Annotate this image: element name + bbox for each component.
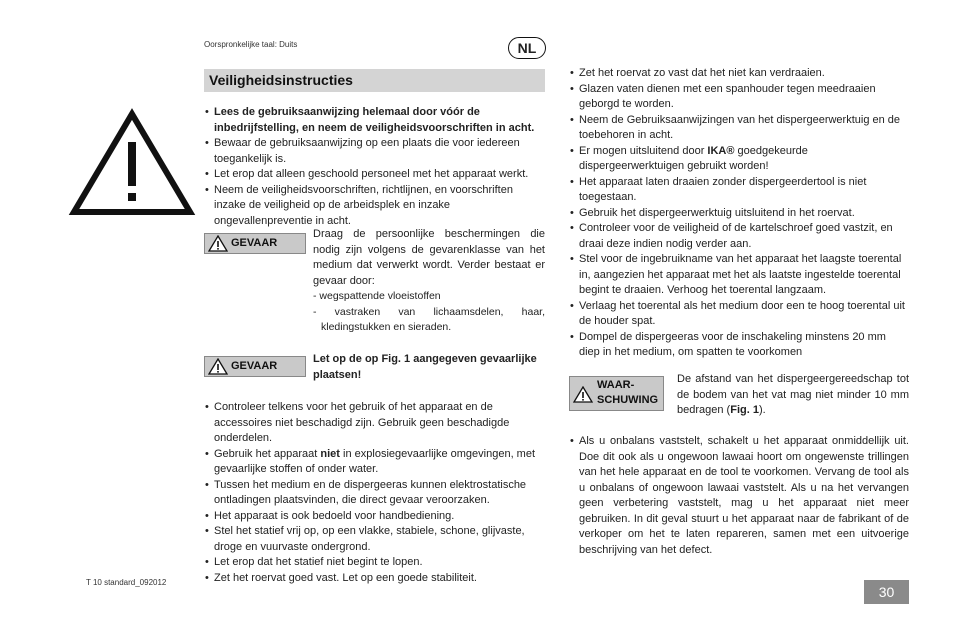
list-item [569, 82, 909, 113]
section-title: Veiligheidsinstructies [204, 69, 545, 92]
caution-figure-ref: Fig. 1 [730, 404, 759, 416]
list-item [204, 478, 546, 509]
intro-list [204, 105, 546, 229]
danger-label-text: GEVAAR [231, 237, 278, 249]
caution-text-part: De afstand van het dispergeergereedschap tot de bodem van het vat mag niet minder 10 mm bedragen ( [677, 373, 909, 416]
caution-label-line1: WAAR- [597, 379, 635, 391]
list-item-text: Gebruik het apparaat [214, 447, 321, 460]
list-item [569, 175, 909, 206]
caution-text [677, 372, 909, 419]
danger-label-2 [204, 356, 306, 377]
list-item-text: goedgekeurde dispergeerwerktuigen gebruikt worden! [579, 144, 808, 172]
page-number: 30 [864, 580, 909, 604]
imbalance-note [569, 434, 909, 558]
list-item-text: Zet het roervat zo vast dat het niet kan verdraaien. [579, 67, 825, 79]
list-item-text: Bewaar de gebruiksaanwijzing op een plaats die voor iedereen toegankelijk is. [214, 137, 520, 165]
list-item [204, 105, 546, 136]
danger-1-item: - wegspattende vloeistoffen [313, 290, 441, 302]
list-item [569, 144, 909, 175]
list-item [204, 136, 546, 167]
list-item-text: Neem de Gebruiksaanwijzingen van het dispergeerwerktuig en de toebehoren in acht. [579, 113, 901, 141]
document-id: T 10 standard_092012 [86, 578, 167, 587]
list-item [204, 571, 546, 587]
warning-triangle-icon [68, 108, 196, 218]
list-item [204, 524, 546, 555]
list-item-text: Stel het statief vrij op, op een vlakke, stabiele, schone, glijvaste, droge en vuurvaste ondergrond. [214, 525, 525, 553]
list-item-text: Het apparaat laten draaien zonder dispergeerdertool is niet toegestaan. [579, 175, 867, 203]
list-item [204, 509, 546, 525]
right-safety-list [569, 66, 909, 361]
warning-icon [208, 358, 228, 375]
danger-1-text [313, 227, 545, 336]
list-item [204, 183, 546, 230]
list-item-text: Neem de veiligheidsvoorschriften, richtlijnen, en voorschriften inzake de veiligheid op de arbeidsplek en inzake ongevallenpreventie in acht. [214, 183, 513, 227]
list-item-text: Verlaag het toerental als het medium door een te hoog toerental uit de houder spat. [579, 299, 905, 327]
list-item [569, 66, 909, 82]
warning-icon [208, 235, 228, 252]
list-item-text: in explosiegevaarlijke omgevingen, met gevaarlijke stoffen of onder water. [214, 447, 536, 475]
list-item [569, 113, 909, 144]
caution-label [569, 376, 664, 411]
caution-label-line2: SCHUWING [597, 394, 659, 406]
danger-label-text: GEVAAR [231, 360, 278, 372]
list-item [569, 330, 909, 361]
list-item-text: Stel voor de ingebruikname van het apparaat het laagste toerental in, aangezien het apparaat met het als laatste ingestelde toerental begint te draaien. Verhoog het toerental langzaam. [579, 253, 902, 296]
language-badge: NL [508, 37, 546, 59]
left-safety-list [204, 400, 546, 586]
list-item-text: Lees de gebruiksaanwijzing helemaal door vóór de inbedrijfstelling, en neem de veiligheidsvoorschriften in acht. [214, 106, 535, 134]
danger-2-text: Let op de op Fig. 1 aangegeven gevaarlijke plaatsen! [313, 353, 537, 381]
list-item-text: Controleer telkens voor het gebruik of het apparaat en de accessoires niet beschadigd zijn. Gebruik geen beschadigde onderdelen. [214, 401, 510, 444]
list-item [204, 167, 546, 183]
list-item-text: Er mogen uitsluitend door [579, 144, 708, 157]
list-item-text: Let erop dat alleen geschoold personeel met het apparaat werkt. [214, 168, 529, 180]
caution-text-part: ). [758, 404, 766, 416]
list-item-text: Tussen het medium en de dispergeeras kunnen elektrostatische ontladingen plaatsvinden, die direct gevaar veroorzaken. [214, 478, 527, 506]
list-item-text: Het apparaat is ook bedoeld voor handbediening. [214, 509, 455, 522]
list-item-text: Controleer voor de veiligheid of de kartelschroef goed vastzit, en draai deze indien nodig verder aan. [579, 222, 893, 250]
list-item [569, 221, 909, 252]
list-item [204, 400, 546, 447]
danger-1-item: - vastraken van lichaamsdelen, haar, kledingstukken en sieraden. [313, 305, 545, 333]
warning-icon [573, 386, 593, 403]
original-language-note: Oorspronkelijke taal: Duits [204, 40, 298, 49]
danger-label-1 [204, 233, 306, 254]
list-item [569, 206, 909, 222]
list-item [204, 555, 546, 571]
list-item-text: Zet het roervat goed vast. Let op een goede stabiliteit. [214, 571, 477, 584]
list-item-emphasis: IKA® [707, 144, 735, 157]
danger-1-paragraph: Draag de persoonlijke beschermingen die nodig zijn volgens de gevarenklasse van het medium dat verwerkt wordt. Verder bestaat er gevaar door: [313, 228, 545, 287]
list-item-text: Dompel de dispergeeras voor de inschakeling minstens 20 mm diep in het medium, om spatten te voorkomen [579, 330, 886, 358]
list-item-text: Let erop dat het statief niet begint te lopen. [214, 556, 423, 568]
list-item-text: Glazen vaten dienen met een spanhouder tegen meedraaien geborgd te worden. [579, 82, 876, 110]
list-item [569, 252, 909, 299]
list-item [204, 447, 546, 478]
imbalance-item: • Als u onbalans vaststelt, schakelt u het apparaat onmiddellijk uit. Doe dit ook als u ongewoon lawaai hoort om ongewenste trillingen van het hele apparaat en de tool te voorkomen. Vervang de tool als u onbalans of ongewoon lawaai vaststelt. Als u na het vervangen geen verbetering vaststelt, mag u het apparaat niet meer gebruiken. In dit geval stuurt u het apparaat naar de fabrikant of de verkoper om het te laten repareren, samen met een uitvoerige beschrijving van het defect. [569, 434, 909, 558]
list-item-text: Gebruik het dispergeerwerktuig uitsluitend in het roervat. [579, 206, 855, 219]
list-item-emphasis: niet [320, 447, 340, 460]
list-item [569, 299, 909, 330]
